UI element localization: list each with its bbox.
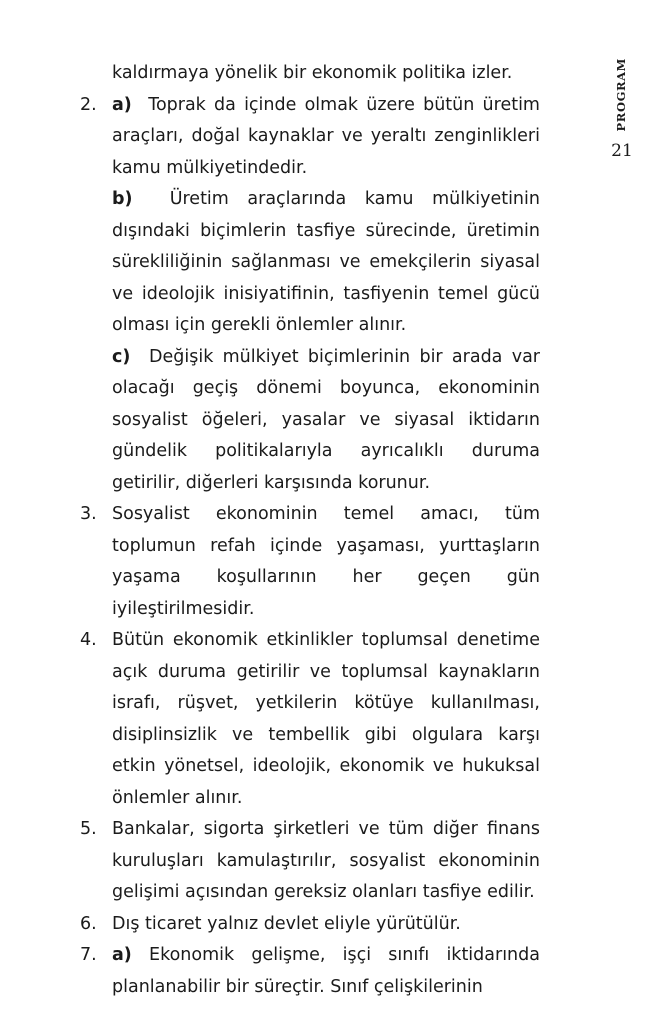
paragraph-item-7a [78, 940, 540, 1003]
list-marker: 5. [80, 819, 97, 839]
paragraph-text [112, 184, 540, 342]
paragraph-item-2a [78, 90, 540, 185]
paragraph-text: kaldırmaya yönelik bir ekonomik politika izler. [112, 63, 513, 83]
list-marker: 6. [80, 913, 97, 934]
paragraph-body: Değişik mülkiyet biçimlerinin bir arada var olacağı geçiş dönemi boyunca, ekonominin sosyalist öğeleri, yasalar ve siyasal iktidarın gündelik politikalarıyla ayrıcalıklı duruma getirilir, diğerleri karşısında korunur. [112, 346, 540, 493]
page-number: 21 [611, 141, 633, 162]
sub-item-label: c) [112, 346, 131, 367]
list-marker: 2. [80, 94, 97, 115]
paragraph-continuation [78, 58, 540, 90]
list-marker: 7. [80, 945, 97, 965]
paragraph-text [112, 342, 540, 500]
paragraph-text: Bütün ekonomik etkinlikler toplumsal denetime açık duruma getirilir ve toplumsal kaynakların israfı, rüşvet, yetkilerin kötüye kullanılması, disiplinsizlik ve tembellik gibi olgulara karşı etkin yönetsel, ideolojik, ekonomik ve hukuksal önlemler alınır. [112, 630, 540, 808]
paragraph-item-2c [78, 342, 540, 500]
sub-item-label: a) [112, 945, 132, 965]
paragraph-body: Üretim araçlarında kamu mülkiyetinin dışındaki biçimlerin tasfiye sürecinde, üretimin sürekliliğinin sağlanması ve emekçilerin siyasal ve ideolojik inisiyatifinin, tasfiyenin temel gücü olması için gerekli önlemler alınır. [112, 189, 540, 335]
paragraph-item-6 [78, 909, 540, 941]
paragraph-item-5 [78, 814, 540, 909]
paragraph-body: Ekonomik gelişme, işçi sınıfı iktidarında planlanabilir bir süreçtir. Sınıf çelişkilerinin [112, 945, 540, 997]
body-text-column [78, 58, 540, 1003]
paragraph-text: Dış ticaret yalnız devlet eliyle yürütülür. [112, 913, 461, 934]
sub-item-label: b) [112, 189, 133, 209]
list-marker: 4. [80, 630, 97, 650]
paragraph-item-4 [78, 625, 540, 814]
running-head: PROGRAM [614, 58, 629, 132]
paragraph-text [112, 90, 540, 185]
list-marker: 3. [80, 504, 97, 524]
page-header-sidebar [605, 58, 639, 160]
paragraph-text: Sosyalist ekonominin temel amacı, tüm toplumun refah içinde yaşaması, yurttaşların yaşama koşullarının her geçen gün iyileştirilmesidir. [112, 504, 540, 619]
paragraph-text: Bankalar, sigorta şirketleri ve tüm diğer finans kuruluşları kamulaştırılır, sosyalist ekonominin gelişimi açısından gereksiz olanları tasfiye edilir. [112, 819, 540, 902]
paragraph-body: Toprak da içinde olmak üzere bütün üretim araçları, doğal kaynaklar ve yeraltı zenginlikleri kamu mülkiyetindedir. [112, 94, 540, 178]
paragraph-item-2b [78, 184, 540, 342]
paragraph-item-3 [78, 499, 540, 625]
paragraph-text [112, 940, 540, 1003]
sub-item-label: a) [112, 94, 132, 115]
